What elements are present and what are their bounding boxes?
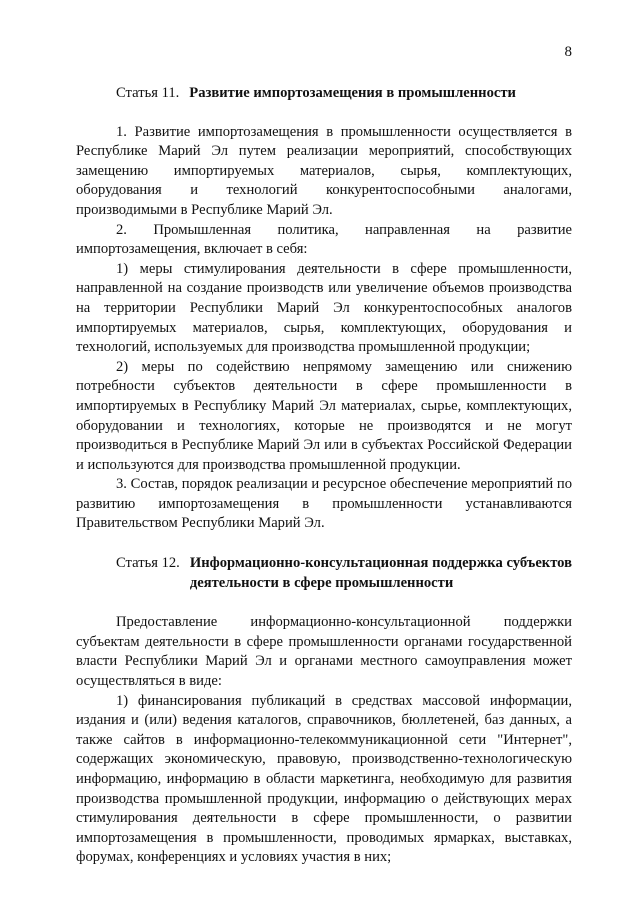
article-12-number: Статья 12.: [116, 555, 180, 572]
article-12-heading: [76, 554, 572, 593]
article-12-title: Информационно-консультационная поддержка субъектов деятельности в сфере промышленности: [189, 555, 572, 591]
article-12-paragraph-1: Предоставление информационно-консультационной поддержки субъектам деятельности в сфере промышленности органами государственной власти Республики Марий Эл и органами местного самоуправления может осуществляться в виде:: [76, 614, 572, 690]
page-number: 8: [564, 44, 572, 60]
article-11-paragraph-1: 1. Развитие импортозамещения в промышленности осуществляется в Республике Марий Эл путем реализации мероприятий, способствующих замещению импортируемых материалов, сырья, комплектующих, оборудования и технологий конкурентоспособными аналогами, производимыми в Республике Марий Эл.: [76, 123, 572, 218]
article-11-heading: [76, 84, 572, 104]
article-11-item-2: 2) меры по содействию непрямому замещению или снижению потребности субъектов деятельности в сфере промышленности в импортируемых в Республику Марий Эл материалах, сырье, комплектующих, оборудовании и технологиях, которые не производятся и не могут производиться в Республике Марий Эл или в субъектах Российской Федерации и используются для производства промышленной продукции.: [76, 358, 572, 473]
article-11-paragraph-3: 3. Состав, порядок реализации и ресурсное обеспечение мероприятий по развитию импортозамещения в промышленности устанавливаются Правительством Республики Марий Эл.: [76, 476, 572, 532]
article-11-number: Статья 11.: [116, 85, 180, 101]
document-body: [76, 84, 572, 868]
article-11-item-1: 1) меры стимулирования деятельности в сфере промышленности, направленной на создание производств или увеличение объемов производства на территории Республики Марий Эл конкурентоспособных аналогов импортируемых материалов, сырья, комплектующих, оборудования и технологий, используемых для производства промышленной продукции;: [76, 260, 572, 356]
article-11-paragraph-2: 2. Промышленная политика, направленная на развитие импортозамещения, включает в себя:: [76, 221, 572, 258]
article-11-title: Развитие импортозамещения в промышленности: [189, 85, 516, 101]
article-12-item-1: 1) финансирования публикаций в средствах массовой информации, издания и (или) ведения каталогов, справочников, бюллетеней, баз данных, а также сайтов в информационно-телекоммуникационной сети "Интернет", содержащих экономическую, правовую, производственно-технологическую информацию, информацию в области маркетинга, необходимую для развития производства промышленной продукции, информацию о действующих мерах стимулирования деятельности в сфере промышленности, о развитии импортозамещения в промышленности, проводимых ярмарках, выставках, форумах, конференциях и условиях участия в них;: [76, 692, 572, 866]
